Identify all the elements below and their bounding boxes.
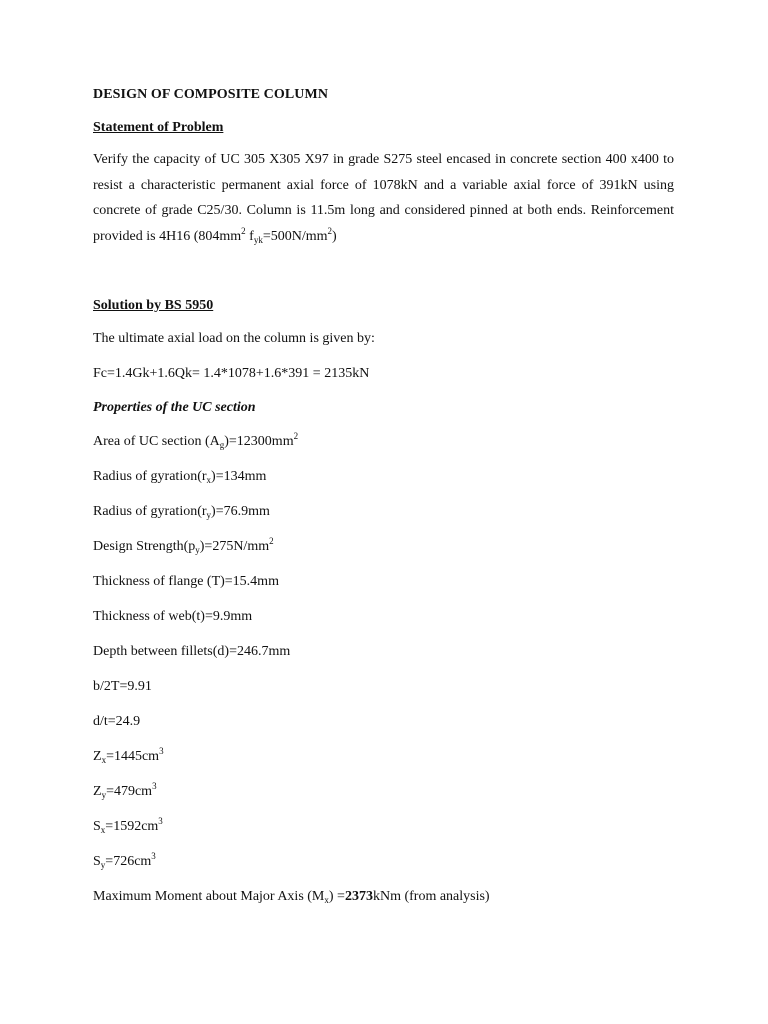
py-pre: Design Strength(p — [93, 539, 196, 554]
moment-post: kNm (from analysis) — [372, 889, 490, 904]
zx-sub: x — [101, 755, 107, 765]
zx-post: =1445cm — [106, 749, 160, 764]
problem-f: f — [245, 228, 254, 244]
flange-line: Thickness of flange (T)=15.4mm — [93, 574, 279, 589]
problem-sup: 2 — [241, 225, 246, 236]
sy-line — [93, 853, 674, 871]
sx-line — [93, 818, 674, 836]
solution-heading: Solution by BS 5950 — [93, 298, 214, 313]
moment-value: 2373 — [344, 889, 373, 904]
problem-tail: =500N/mm — [262, 228, 328, 244]
py-sub: y — [195, 545, 200, 555]
zy-line — [93, 783, 674, 801]
properties-heading: Properties of the UC section — [93, 400, 256, 415]
sy-sub: y — [100, 860, 106, 870]
fc-formula: Fc=1.4Gk+1.6Qk= 1.4*1078+1.6*391 = 2135kN — [93, 366, 370, 381]
problem-close: ) — [332, 228, 337, 244]
zy-sup: 3 — [152, 781, 157, 791]
area-line — [93, 433, 674, 451]
sx-sup: 3 — [158, 816, 163, 826]
area-sub: g — [219, 440, 225, 450]
moment-mid: ) = — [328, 889, 345, 904]
py-line — [93, 538, 674, 556]
sy-post: =726cm — [105, 854, 152, 869]
zx-sup: 3 — [159, 746, 164, 756]
document-title: DESIGN OF COMPOSITE COLUMN — [93, 87, 329, 102]
rx-post: )=134mm — [211, 469, 267, 484]
moment-pre: Maximum Moment about Major Axis (M — [93, 889, 325, 904]
rx-line — [93, 468, 674, 486]
problem-f-sub: yk — [253, 234, 263, 245]
ry-pre: Radius of gyration(r — [93, 504, 207, 519]
area-pre: Area of UC section (A — [93, 434, 220, 449]
problem-paragraph — [93, 147, 674, 249]
depth-line: Depth between fillets(d)=246.7mm — [93, 644, 291, 659]
zy-sub: y — [101, 790, 107, 800]
b2t-line: b/2T=9.91 — [93, 679, 152, 694]
sy-pre: S — [93, 854, 101, 869]
area-sup: 2 — [293, 431, 299, 441]
zx-line — [93, 748, 674, 766]
area-post: )=12300mm — [224, 434, 294, 449]
ry-sub: y — [206, 510, 212, 520]
moment-line — [93, 888, 674, 906]
problem-text: Verify the capacity of UC 305 X305 X97 in grade S275 steel encased in concrete section 400 x400 to resist a characteristic permanent axial force of 1078kN and a variable axial force of 391kN using concrete of grade C25/30. Column is 11.5m long and considered pinned at both ends. Reinforcement provided is 4H16 (804mm — [93, 152, 674, 244]
py-sup: 2 — [269, 536, 274, 546]
problem-tail-sup: 2 — [327, 225, 333, 236]
zy-post: =479cm — [106, 784, 153, 799]
sy-sup: 3 — [151, 851, 156, 861]
sx-sub: x — [100, 825, 106, 835]
zy-pre: Z — [93, 784, 102, 799]
web-line: Thickness of web(t)=9.9mm — [93, 609, 253, 624]
dt-line: d/t=24.9 — [93, 714, 141, 729]
zx-pre: Z — [93, 749, 102, 764]
sx-post: =1592cm — [105, 819, 159, 834]
ultimate-text: The ultimate axial load on the column is given by: — [93, 331, 375, 346]
rx-pre: Radius of gyration(r — [93, 469, 207, 484]
rx-sub: x — [206, 475, 212, 485]
sx-pre: S — [93, 819, 101, 834]
ry-post: )=76.9mm — [211, 504, 270, 519]
ry-line — [93, 503, 674, 521]
py-post: )=275N/mm — [199, 539, 270, 554]
moment-sub: x — [324, 895, 329, 905]
statement-heading: Statement of Problem — [93, 120, 224, 135]
